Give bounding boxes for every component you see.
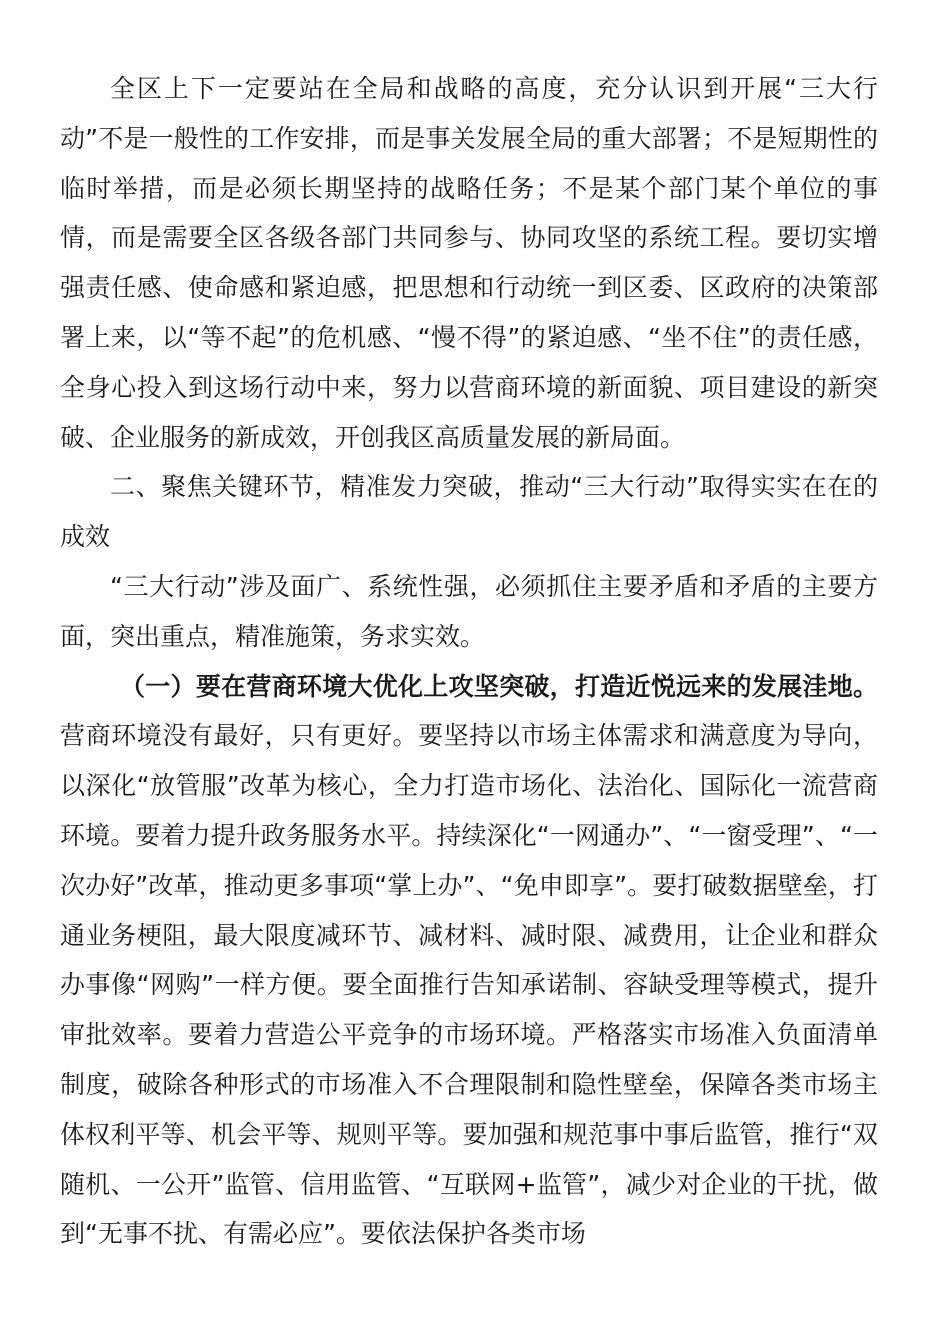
paragraph-three-actions-intro: “三大行动”涉及面广、系统性强，必须抓住主要矛盾和矛盾的主要方面，突出重点，精准施策，务求实效。 <box>60 571 878 651</box>
section-two-heading: 二、聚焦关键环节，精准发力突破，推动“三大行动”取得实实在在的成效 <box>60 472 878 552</box>
section-one-block <box>60 662 878 1260</box>
section-one-body: 营商环境没有最好，只有更好。要坚持以市场主体需求和满意度为导向，以深化“放管服”改革为核心，全力打造市场化、法治化、国际化一流营商环境。要着力提升政务服务水平。持续深化“一网通办”、“一窗受理”、“一次办好”改革，推动更多事项“掌上办”、“免申即享”。要打破数据壁垒，打通业务梗阻，最大限度减环节、减材料、减时限、减费用，让企业和群众办事像“网购”一样方便。要全面推行告知承诺制、容缺受理等模式，提升审批效率。要着力营造公平竞争的市场环境。严格落实市场准入负面清单制度，破除各种形式的市场准入不合理限制和隐性壁垒，保障各类市场主体权利平等、机会平等、规则平等。要加强和规范事中事后监管，推行“双随机、一公开”监管、信用监管、“互联网+监管”，减少对企业的干扰，做到“无事不扰、有需必应”。要依法保护各类市场 <box>60 721 878 1249</box>
section-one-heading: （一）要在营商环境大优化上攻坚突破，打造近悦远来的发展洼地。 <box>120 671 878 701</box>
document-body <box>60 64 878 1259</box>
paragraph-awareness: 全区上下一定要站在全局和战略的高度，充分认识到开展“三大行动”不是一般性的工作安排，而是事关发展全局的重大部署；不是短期性的临时举措，而是必须长期坚持的战略任务；不是某个部门某个单位的事情，而是需要全区各级各部门共同参与、协同攻坚的系统工程。要切实增强责任感、使命感和紧迫感，把思想和行动统一到区委、区政府的决策部署上来，以“等不起”的危机感、“慢不得”的紧迫感、“坐不住”的责任感，全身心投入到这场行动中来，努力以营商环境的新面貌、项目建设的新突破、企业服务的新成效，开创我区高质量发展的新局面。 <box>60 74 878 452</box>
